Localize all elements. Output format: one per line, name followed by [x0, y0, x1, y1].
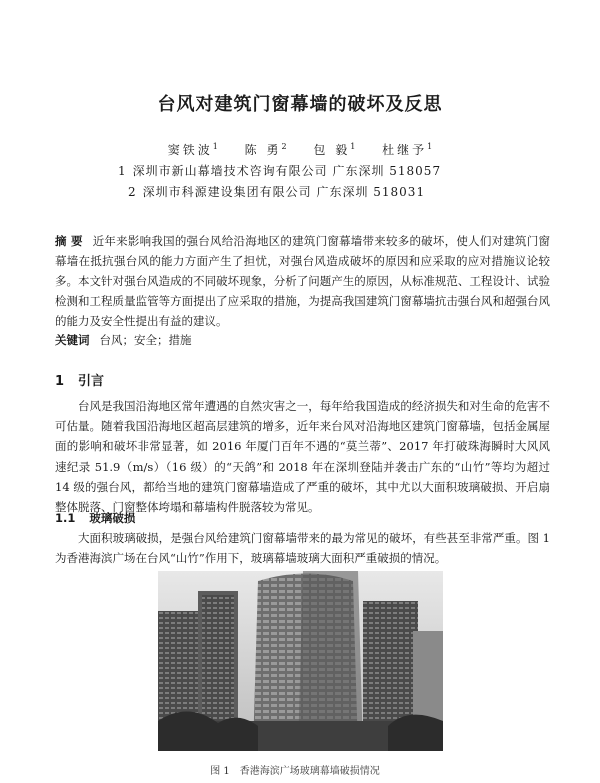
- subsection-heading: 1.1 玻璃破损: [55, 511, 136, 525]
- author: 杜继予$^1$: [382, 142, 433, 157]
- author: 陈 勇$^2$: [244, 142, 287, 157]
- subsection-body: 大面积玻璃破损，是强台风给建筑门窗幕墙带来的最为常见的破坏，有些甚至非常严重。图 1 为香港海滨广场在台风“山竹”作用下，玻璃幕墙玻璃大面积严重破损的情况。: [55, 531, 550, 566]
- keywords-text: 台风；安全；措施: [99, 333, 192, 347]
- section-heading: 1 引言: [55, 374, 105, 389]
- paper-title: 台风对建筑门窗幕墙的破坏及反思: [157, 94, 443, 115]
- affiliation: 2 深圳市科源建设集团有限公司 广东深圳 518031: [128, 185, 426, 199]
- affiliation: 1 深圳市新山幕墙技术咨询有限公司 广东深圳 518057: [118, 164, 442, 178]
- abstract: [55, 231, 550, 331]
- author: 包 毅$^1$: [313, 142, 356, 157]
- abstract-text: 近年来影响我国的强台风给沿海地区的建筑门窗幕墙带来较多的破坏，使人们对建筑门窗幕墙在抵抗强台风的能力方面产生了担忧，对强台风造成破坏的原因和应采取的应对措施议论较多。本文针对强台风造成的不同破坏现象，分析了问题产生的原因，从标准规范、工程设计、试验检测和工程质量监管等方面提出了应采取的措施，为提高我国建筑门窗幕墙抗击强台风和超强台风的能力及安全性提出有益的建议。: [55, 234, 550, 328]
- keywords: [55, 332, 192, 348]
- skyscraper-image: [158, 571, 443, 751]
- abstract-label: 摘 要: [55, 234, 83, 248]
- keywords-label: 关键词: [55, 333, 90, 347]
- author-list: [0, 141, 600, 158]
- author: 窦铁波$^1$: [167, 142, 218, 157]
- section-body: 台风是我国沿海地区常年遭遇的自然灾害之一，每年给我国造成的经济损失和对生命的危害不可估量。随着我国沿海地区超高层建筑的增多，近年来台风对沿海地区建筑门窗幕墙，包括金属屋面的影响和破坏非常显著，如 2016 年厦门百年不遇的“莫兰蒂”、2017 年打破珠海瞬时大风风速纪录 51.9（m/s）（16 级）的“天鸽”和 2018 年在深圳登陆并袭击广东的“山竹”等均为超过 14 级的强台风，都给当地的建筑门窗幕墙造成了严重的破坏，其中尤以大面积玻璃破损、开启扇整体脱落、门窗整体垮塌和幕墙构件脱落较为常见。: [55, 399, 550, 515]
- building-photo: [158, 571, 443, 751]
- figure-caption: 图 1 香港海滨广场玻璃幕墙破损情况: [210, 766, 380, 777]
